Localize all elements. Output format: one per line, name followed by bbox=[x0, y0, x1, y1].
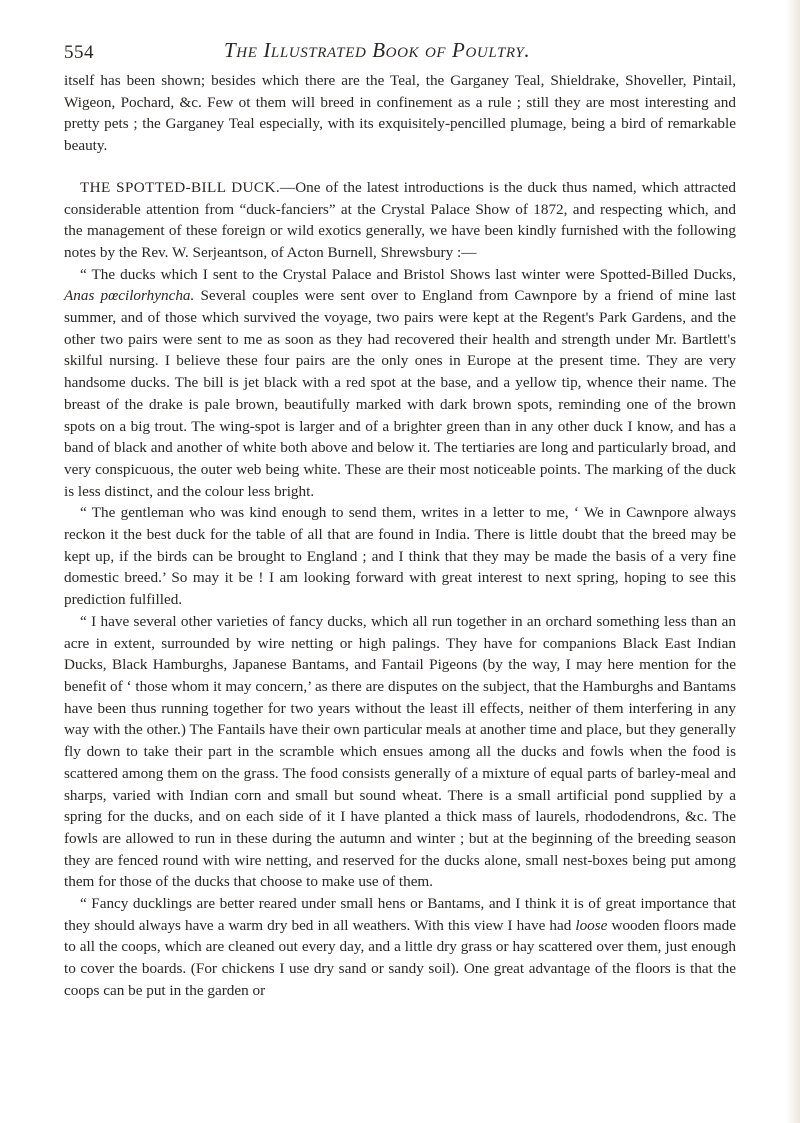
page-edge-shading bbox=[786, 0, 800, 1123]
page-header bbox=[64, 36, 736, 66]
emphasis-loose: loose bbox=[575, 916, 608, 934]
species-name: Anas pœcilorhyncha. bbox=[64, 287, 195, 305]
paragraph-ducks-sent-start: “ The ducks which I sent to the Crystal Palace and Bristol Shows last winter were Spotted-Billed Ducks, bbox=[80, 265, 736, 283]
paragraph-other-varieties: “ I have several other varieties of fancy ducks, which all run together in an orchard something less than an acre in extent, surrounded by wire netting or high palings. They have for companions Black East Indian Ducks, Black Hamburghs, Japanese Bantams, and Fantail Pigeons (by the way, I may here mention for the benefit of ‘ those whom it may concern,’ as there are disputes on the subject, that the Hamburghs and Bantams have been thus running together for two years without the least ill effects, neither of them interfering in any way with the other.) The Fantails have their own particular meals at another time and place, but they generally fly down to take their part in the scramble which ensues among all the ducks and fowls when the food is scattered among them on the grass. The food consists generally of a mixture of equal parts of barley-meal and sharps, varied with Indian corn and small but sound wheat. There is a small artificial pond supplied by a spring for the ducks, and on each side of it I have planted a thick mass of laurels, rhododendrons, &c. The fowls are allowed to run in these during the autumn and winter ; but at the beginning of the breeding season they are fenced round with wire netting, and reserved for the ducks alone, small nest-boxes being put among them for those of the ducks that choose to make use of them. bbox=[64, 612, 736, 891]
paragraph-intro: itself has been shown; besides which there are the Teal, the Garganey Teal, Shieldrake, Shoveller, Pintail, Wigeon, Pochard, &c. Few ot them will breed in confinement as a rule ; still they are most interesting and pretty pets ; the Garganey Teal especially, with its exquisitely-pencilled plumage, being a bird of remarkable beauty. bbox=[64, 72, 736, 155]
page-number: 554 bbox=[64, 42, 94, 63]
page-body bbox=[64, 70, 736, 1002]
paragraph-fancy-ducklings-start: “ Fancy ducklings are better reared under small hens or Bantams, and I think it is of great importance that they should always have a warm dry bed in all weathers. With this view I have had bbox=[64, 895, 736, 934]
paragraph-gentleman-letter: “ The gentleman who was kind enough to send them, writes in a letter to me, ‘ We in Cawnpore always reckon it the best duck for the table of all that are found in India. There is little doubt that the breed may be kept up, if the birds can be brought to England ; and I think that they may be made the basis of a very fine domestic breed.’ So may it be ! I am looking forward with great interest to next spring, hoping to see this prediction fulfilled. bbox=[64, 504, 736, 609]
paragraph-fancy-ducklings bbox=[64, 893, 736, 1002]
paragraph-spotted-bill-duck bbox=[64, 177, 736, 264]
section-heading: THE SPOTTED-BILL DUCK. bbox=[80, 178, 281, 196]
section-heading-text: —One of the latest introductions is the duck thus named, which attracted considerable attention from “duck-fanciers” at the Crystal Palace Show of 1872, and respecting which, and the management of these foreign or wild exotics generally, we have been kindly furnished with the following notes by the Rev. W. Serjeantson, of Acton Burnell, Shrewsbury :— bbox=[64, 178, 736, 261]
paragraph-ducks-sent-rest: Several couples were sent over to England from Cawnpore by a friend of mine last summer, and of those which survived the voyage, two pairs were kept at the Regent's Park Gardens, and the other two pairs were sent to me as soon as they had recovered their health and strength under Mr. Bartlett's skilful nursing. I believe these four pairs are the only ones in Europe at the present time. They are very handsome ducks. The bill is jet black with a red spot at the base, and a yellow tip, whence their name. The breast of the drake is pale brown, beautifully marked with dark brown spots, reminding one of the brown spots on a big trout. The wing-spot is larger and of a brighter green than in any other duck I know, and has a band of black and another of white both above and below it. The tertiaries are long and particularly broad, and very conspicuous, the outer web being white. These are their most noticeable points. The marking of the duck is less distinct, and the colour less bright. bbox=[64, 287, 736, 500]
running-title: The Illustrated Book of Poultry. bbox=[224, 38, 531, 62]
paragraph-fancy-ducklings-rest: wooden floors made to all the coops, which are cleaned out every day, and a little dry grass or hay scattered over them, just enough to cover the boards. (For chickens I use dry sand or sandy soil). One great advantage of the floors is that the coops can be put in the garden or bbox=[64, 916, 737, 999]
paragraph-ducks-sent bbox=[64, 264, 736, 503]
